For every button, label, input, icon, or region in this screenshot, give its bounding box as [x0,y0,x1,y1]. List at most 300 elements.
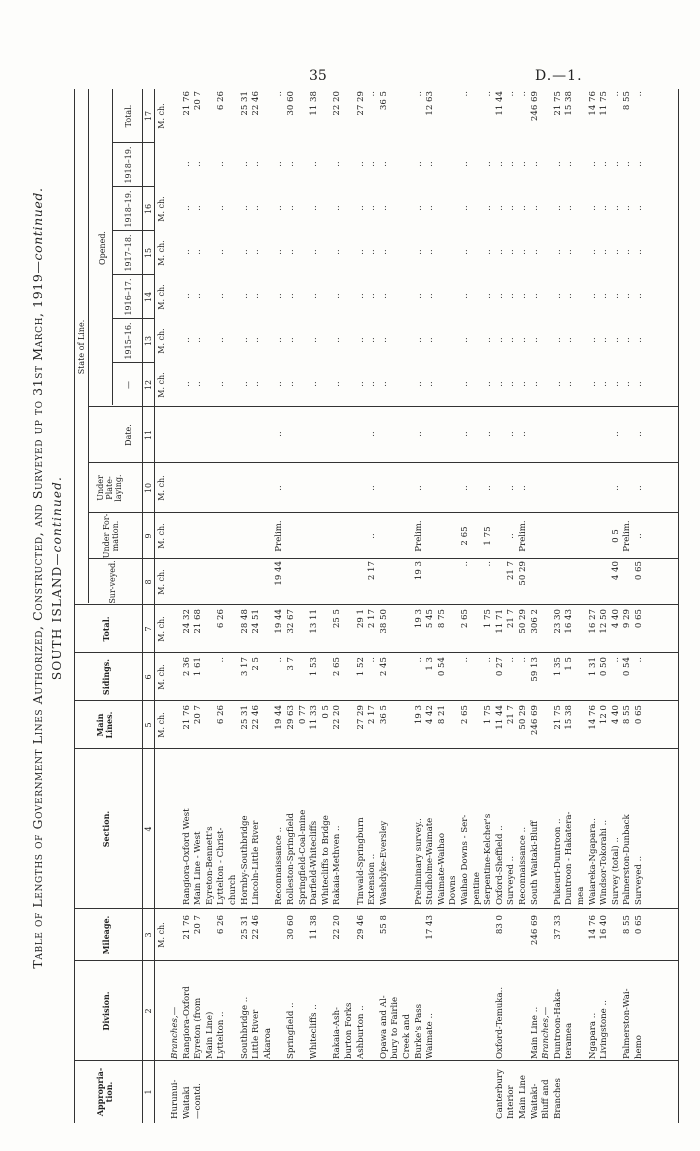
cell-tot: 6 26 [216,609,227,629]
cell-o6: .. [193,161,204,167]
cell-o1: .. [425,381,436,387]
cell-tot: 25 5 [332,609,343,629]
cell-o2: .. [587,337,598,343]
hdr-1916-17: 1916–17. [124,278,133,316]
cell-ot: 14 76 [587,91,598,116]
cell-o5: .. [216,205,227,211]
rule-opened [112,89,113,405]
cell-date: .. [518,431,528,437]
cell-o5: .. [193,205,204,211]
unit-label: M. ch. [157,196,166,222]
cell-o4: .. [460,249,470,255]
cell-div: Rakaia-Ash- [332,1007,343,1059]
cell-sid: .. [216,657,227,663]
cell-o2: .. [193,337,204,343]
cell-o1: .. [634,381,644,387]
cell-o4: .. [622,249,633,255]
cell-o2: .. [286,337,296,343]
cell-o6: .. [506,161,517,167]
cell-div: Springfield .. [286,1002,296,1059]
cell-tot: 24 32 [181,609,192,634]
cell-date: .. [274,431,285,437]
cell-sid: 0 50 [599,657,610,677]
cell-div: Little River [251,1009,262,1059]
cell-o2: .. [506,337,517,343]
cell-tot: 16 43 [564,609,575,634]
cell-ot: 11 38 [309,91,320,116]
hdr-appropriation: Appropria-tion. [95,1067,115,1117]
cell-sur: .. [460,561,470,567]
cell-div: Branches,— [170,1006,180,1059]
rule-colnum [154,89,155,1123]
cell-o3: .. [274,293,285,299]
cell-o4: .. [193,249,204,255]
cell-ot: 36 5 [378,91,389,111]
cell-tot: 8 75 [436,609,447,629]
cell-o1: .. [413,381,424,387]
cell-ot: .. [483,91,494,97]
cell-o3: .. [332,293,343,299]
cell-o4: .. [251,249,262,255]
cell-o5: .. [251,205,262,211]
cell-o1: .. [622,381,633,387]
cell-sid: 1 31 [587,657,598,677]
cell-o3: .. [529,293,540,299]
cell-sid: 0 54 [622,657,633,677]
cell-o1: .. [494,381,505,387]
cell-sid: 59 13 [529,657,540,682]
cell-app: Main Line [518,1074,528,1119]
cell-div: Palmerston-Wai- [622,988,633,1059]
cell-o2: .. [239,337,250,343]
cell-tot: 38 50 [378,609,389,634]
cell-o6: .. [564,161,575,167]
cell-o4: .. [413,249,424,255]
cell-o3: .. [181,293,192,299]
cell-o6: .. [634,161,644,167]
cell-sec: Waihao Downs - Ser- [460,814,470,905]
cell-tot: 4 40 [610,609,621,629]
cell-o1: .. [309,381,320,387]
cell-o6: .. [309,161,320,167]
cell-sec: Surveyed .. [506,855,517,905]
cell-sid: .. [610,657,621,663]
cell-div: bury to Fairlie [390,996,401,1059]
col-number: 5 [144,722,153,728]
cell-mil: 29 46 [355,915,366,940]
hdr-division: Division. [101,991,111,1031]
cell-o4: .. [518,249,528,255]
cell-date: .. [483,431,494,437]
cell-o2: .. [518,337,528,343]
cell-o5: .. [309,205,320,211]
hdr-state-of-line: State of Line. [77,319,86,375]
cell-o6: .. [332,161,343,167]
cell-main: 0 65 [634,705,644,725]
cell-o3: .. [460,293,470,299]
cell-o3: .. [251,293,262,299]
cell-o1: .. [610,381,621,387]
cell-o1: .. [286,381,296,387]
cell-o1: .. [216,381,227,387]
cell-div: Oxford-Temuka.. [494,986,505,1059]
cell-tot: 16 27 [587,609,598,634]
cell-o1: .. [367,381,378,387]
cell-o1: .. [181,381,192,387]
cell-o5: .. [332,205,343,211]
title-text: Table of Lengths of Government Lines Authorized, Constructed, and Surveyed up to 31st March, 1919 [30,273,45,969]
cell-div: Branches,— [541,1006,552,1059]
cell-o3: .. [216,293,227,299]
table-subtitle [50,33,64,1123]
cell-o1: .. [355,381,366,387]
rule-bottom [678,89,679,1123]
cell-o4: .. [355,249,366,255]
cell-pla: .. [518,485,528,491]
cell-o2: .. [378,337,389,343]
cell-mil: 14 76 [587,915,598,940]
cell-main: 19 3 [413,705,424,725]
cell-ot: 27 29 [355,91,366,116]
cell-sec: pentine [471,872,482,905]
cell-app: Bluff and [541,1079,552,1119]
cell-ot: 22 20 [332,91,343,116]
cell-o3: .. [552,293,563,299]
cell-o4: .. [239,249,250,255]
cell-ot: .. [413,91,424,97]
cell-mil: 25 31 [239,915,250,940]
cell-sec: church [228,874,238,905]
cell-date: .. [413,431,424,437]
cell-ot: 11 44 [494,91,505,116]
cell-ot: 11 75 [599,91,610,116]
cell-app: Hurunui- [170,1079,180,1119]
cell-main: 50 29 [518,705,528,730]
cell-o6: .. [518,161,528,167]
cell-pla: .. [274,485,285,491]
cell-o5: .. [355,205,366,211]
cell-sid: 1 3 [425,657,436,671]
cell-sid: .. [634,657,644,663]
cell-o6: .. [355,161,366,167]
cell-o1: .. [483,381,494,387]
cell-o4: .. [634,249,644,255]
cell-main: 0 5 [320,705,331,719]
cell-sec: Washdyke-Eversley [378,820,389,905]
cell-o1: .. [552,381,563,387]
unit-label: M. ch. [157,328,166,354]
cell-ot: 21 75 [552,91,563,116]
cell-sec: Rolleston-Springfield [286,812,296,905]
cell-div: Main Line) [204,1011,215,1059]
cell-o2: .. [274,337,285,343]
cell-ot: 21 76 [181,91,192,116]
cell-o2: .. [483,337,494,343]
cell-o6: .. [239,161,250,167]
cell-sec: Palmerston-Dunback [622,814,633,905]
cell-main: 36 5 [378,705,389,725]
cell-tot: 13 11 [309,609,320,634]
col-number: 4 [144,826,153,832]
cell-sec: Reconnaissance .. [518,826,528,905]
cell-ot: .. [634,91,644,97]
col-number: 11 [144,429,153,441]
subtitle-text: SOUTH ISLAND [50,565,64,681]
cell-o5: .. [518,205,528,211]
cell-main: 25 31 [239,705,250,730]
cell-o5: .. [286,205,296,211]
cell-o4: .. [610,249,621,255]
cell-o6: .. [483,161,494,167]
cell-div: Waimate .. [425,1013,436,1059]
cell-sur: 4 40 [610,561,621,581]
cell-o6: .. [587,161,598,167]
col-number: 3 [144,932,153,938]
cell-sur: 0 65 [634,561,644,581]
cell-div: Lyttelton .. [216,1011,227,1059]
cell-tot: 1 75 [483,609,494,629]
subtitle-suffix: —continued. [50,475,64,566]
cell-for: 0 5 [610,529,621,543]
cell-o5: .. [610,205,621,211]
vrule [74,1060,678,1061]
vrule [88,406,678,407]
cell-sid: 3 7 [286,657,296,671]
cell-sec: Serpentine-Kelcher's [483,813,494,905]
cell-sec: Studholme-Waimate [425,817,436,905]
cell-ot: .. [460,91,470,97]
cell-o4: .. [286,249,296,255]
cell-date: .. [367,431,378,437]
cell-o4: .. [494,249,505,255]
cell-ot: 8 55 [622,91,633,111]
cell-ot: 20 7 [193,91,204,111]
unit-label: M. ch. [157,569,166,595]
cell-o5: .. [460,205,470,211]
cell-app: Waitaki [181,1086,192,1119]
cell-div: Duntroon-Haka- [552,988,563,1059]
cell-tot: 21 7 [506,609,517,629]
cell-main: 21 7 [506,705,517,725]
cell-div: Ngapara .. [587,1012,598,1059]
cell-main: 21 75 [552,705,563,730]
cell-sid: 1 35 [552,657,563,677]
cell-o6: .. [413,161,424,167]
cell-o3: .. [634,293,644,299]
cell-sid: .. [483,657,494,663]
cell-o4: .. [216,249,227,255]
cell-sid: .. [274,657,285,663]
cell-pla: .. [460,485,470,491]
cell-tot: 2 65 [460,609,470,629]
page-reference: D.—1. [535,68,583,84]
cell-for: Prelim. [274,520,285,552]
cell-main: 2 65 [460,705,470,725]
cell-tot: 32 67 [286,609,296,634]
cell-sec: Rangiora-Oxford West [181,808,192,905]
cell-sid: 0 54 [436,657,447,677]
cell-for: 2 65 [460,526,470,546]
cell-o6: .. [181,161,192,167]
cell-ot: .. [274,91,285,97]
cell-sec: Waiareka-Ngapara.. [587,818,598,905]
col-number: 6 [144,674,153,680]
hdr-surveyed: Sur-veyed. [108,560,117,604]
cell-sur: 2 17 [367,561,378,581]
cell-o4: .. [181,249,192,255]
cell-date: .. [460,431,470,437]
cell-sec: Waimate-Waihao [436,833,447,905]
cell-sid: 3 17 [239,657,250,677]
cell-sid: .. [460,657,470,663]
unit-label: M. ch. [157,475,166,501]
cell-for: Prelim. [413,520,424,552]
cell-sec: Surveyed .. [634,855,644,905]
cell-o3: .. [367,293,378,299]
cell-ot: 22 46 [251,91,262,116]
cell-o1: .. [506,381,517,387]
cell-main: 8 21 [436,705,447,725]
cell-sec: Tinwald-Springburn [355,817,366,905]
cell-sur: 19 3 [413,561,424,581]
cell-tot: 50 29 [518,609,528,634]
title-suffix: —continued. [30,187,45,274]
cell-div: burton Forks [344,1002,354,1059]
cell-div: Akaroa [262,1028,273,1059]
cell-sid: 2 36 [181,657,192,677]
hdr-1917-18: 1917–18. [124,234,133,272]
vrule [88,512,678,513]
cell-o2: .. [610,337,621,343]
hdr-main-lines: Main Lines. [95,711,115,739]
cell-pla: .. [413,485,424,491]
cell-tot: 9 29 [622,609,633,629]
cell-main: 11 33 [309,705,320,730]
cell-ot: .. [518,91,528,97]
cell-o3: .. [599,293,610,299]
vrule [88,558,678,559]
cell-sur: 21 7 [506,561,517,581]
cell-sec: South Waitaki-Bluff [529,820,540,905]
cell-o3: .. [494,293,505,299]
cell-o3: .. [355,293,366,299]
cell-app: Canterbury [494,1069,505,1119]
cell-main: 14 76 [587,705,598,730]
cell-o5: .. [529,205,540,211]
cell-pla: .. [634,485,644,491]
cell-o2: .. [425,337,436,343]
col-number: 16 [144,203,153,215]
vrule [88,462,678,463]
cell-o6: .. [529,161,540,167]
cell-o6: .. [274,161,285,167]
cell-main: 1 75 [483,705,494,725]
cell-tot: 5 45 [425,609,436,629]
cell-ot: 6 26 [216,91,227,111]
cell-sid: .. [518,657,528,663]
cell-sec: Pukeuri-Duntroon .. [552,818,563,905]
cell-ot: .. [506,91,517,97]
unit-label: M. ch. [157,284,166,310]
col-number: 17 [144,110,153,122]
hdr-opened: Opened. [98,231,107,265]
cell-div: Whitecliffs .. [309,1004,320,1059]
cell-o2: .. [216,337,227,343]
cell-mil: 22 20 [332,915,343,940]
cell-div: hemo [634,1035,644,1059]
unit-label: M. ch. [157,664,166,690]
cell-o5: .. [587,205,598,211]
cell-ot: 15 38 [564,91,575,116]
cell-o3: .. [483,293,494,299]
cell-o5: .. [181,205,192,211]
cell-o3: .. [193,293,204,299]
cell-sid: 1 61 [193,657,204,677]
cell-tot: 11 71 [494,609,505,634]
cell-sid: 0 27 [494,657,505,677]
cell-app: Branches [552,1078,563,1119]
cell-date: .. [610,431,621,437]
hdr-sidings: Sidings. [101,658,111,696]
col-number: 8 [144,579,153,585]
cell-o4: .. [529,249,540,255]
cell-o4: .. [506,249,517,255]
cell-mil: 22 46 [251,915,262,940]
cell-o1: .. [564,381,575,387]
unit-label: M. ch. [157,616,166,642]
cell-main: 21 76 [181,705,192,730]
cell-pla: .. [367,485,378,491]
cell-o2: .. [413,337,424,343]
cell-mil: 8 55 [622,915,633,935]
cell-mil: 83 0 [494,915,505,935]
cell-o4: .. [332,249,343,255]
cell-o1: .. [518,381,528,387]
col-number: 7 [144,626,153,632]
cell-main: 0 77 [297,705,308,725]
cell-o3: .. [587,293,598,299]
cell-o1: .. [599,381,610,387]
cell-o5: .. [274,205,285,211]
cell-o5: .. [564,205,575,211]
cell-date: .. [634,431,644,437]
cell-tot: 12 50 [599,609,610,634]
cell-sec: Extension .. [367,853,378,905]
cell-sid: 2 45 [378,657,389,677]
hdr-mileage: Mileage. [101,915,111,955]
cell-ot: 12 63 [425,91,436,116]
cell-sec: Downs [448,875,459,905]
cell-pla: .. [483,485,494,491]
cell-for: Prelim. [518,520,528,552]
cell-tot: 19 44 [274,609,285,634]
cell-app: Waitaki- [529,1083,540,1119]
cell-tot: 2 17 [367,609,378,629]
unit-label: M. ch. [157,712,166,738]
cell-o6: .. [286,161,296,167]
cell-div: Eyreton (from [193,997,204,1059]
cell-sec: Survey (total) .. [610,837,621,905]
cell-o1: .. [239,381,250,387]
cell-o3: .. [413,293,424,299]
cell-div: Creek and [402,1014,412,1059]
cell-o2: .. [494,337,505,343]
cell-pla: .. [506,485,517,491]
col-number: 14 [144,291,153,303]
rule-top [74,89,75,1123]
cell-o5: .. [506,205,517,211]
cell-o6: .. [494,161,505,167]
